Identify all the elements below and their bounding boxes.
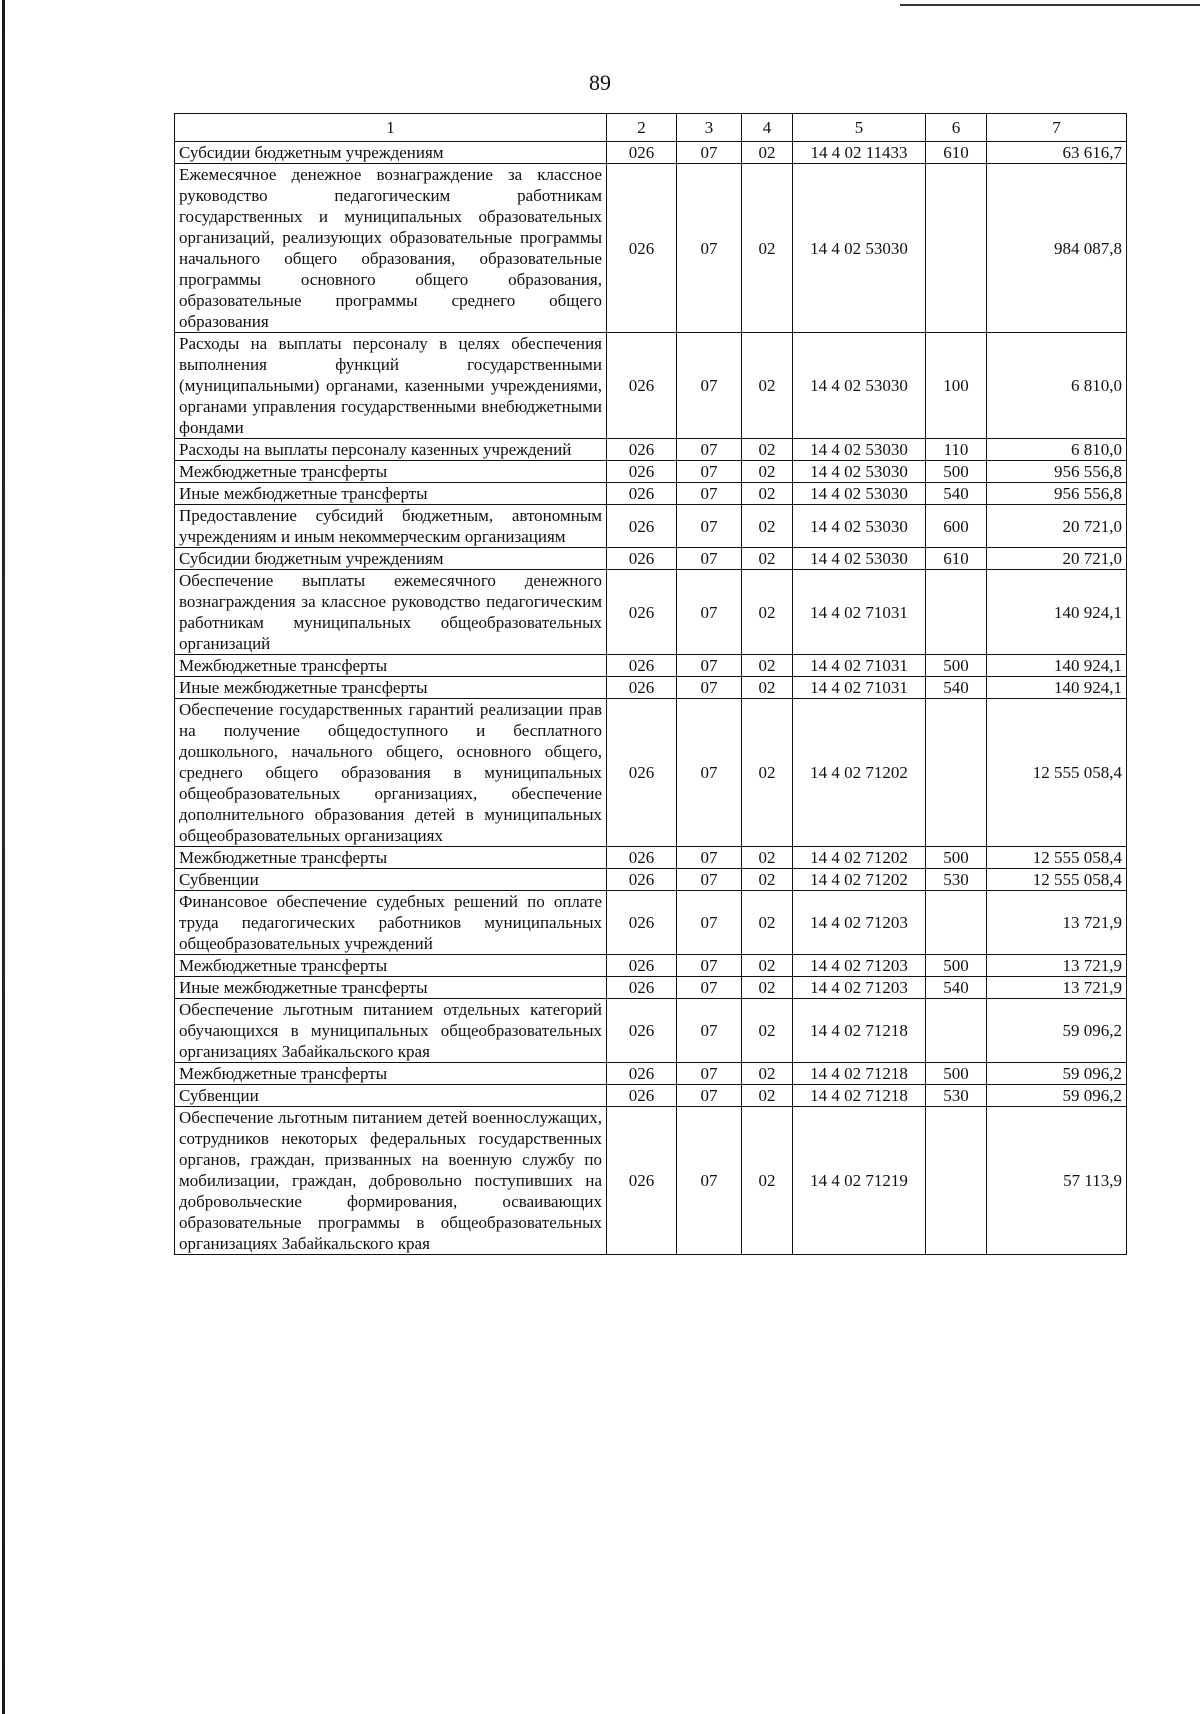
row-pr-cell: 02 bbox=[742, 505, 793, 548]
row-pr-cell: 02 bbox=[742, 1063, 793, 1085]
row-ved-cell: 026 bbox=[607, 999, 677, 1063]
row-sum-cell: 57 113,9 bbox=[987, 1107, 1127, 1255]
row-name-cell: Субвенции bbox=[175, 1085, 607, 1107]
row-sum-cell: 59 096,2 bbox=[987, 1063, 1127, 1085]
row-sum-cell: 20 721,0 bbox=[987, 505, 1127, 548]
row-rz-cell: 07 bbox=[677, 847, 742, 869]
header-col-1: 1 bbox=[175, 114, 607, 142]
table-row bbox=[175, 164, 1127, 333]
row-csr-cell: 14 4 02 71203 bbox=[793, 955, 926, 977]
row-pr-cell: 02 bbox=[742, 891, 793, 955]
row-name-cell: Межбюджетные трансферты bbox=[175, 461, 607, 483]
row-ved-cell: 026 bbox=[607, 439, 677, 461]
row-rz-cell: 07 bbox=[677, 548, 742, 570]
row-name-cell: Межбюджетные трансферты bbox=[175, 955, 607, 977]
row-rz-cell: 07 bbox=[677, 891, 742, 955]
row-csr-cell: 14 4 02 71203 bbox=[793, 891, 926, 955]
table-row bbox=[175, 977, 1127, 999]
header-col-3: 3 bbox=[677, 114, 742, 142]
row-ved-cell: 026 bbox=[607, 548, 677, 570]
row-rz-cell: 07 bbox=[677, 677, 742, 699]
row-vr-cell bbox=[926, 570, 987, 655]
header-row bbox=[175, 114, 1127, 142]
row-vr-cell bbox=[926, 891, 987, 955]
row-sum-cell: 6 810,0 bbox=[987, 333, 1127, 439]
row-ved-cell: 026 bbox=[607, 505, 677, 548]
row-csr-cell: 14 4 02 71031 bbox=[793, 655, 926, 677]
row-pr-cell: 02 bbox=[742, 869, 793, 891]
row-ved-cell: 026 bbox=[607, 677, 677, 699]
row-vr-cell: 110 bbox=[926, 439, 987, 461]
table-body bbox=[175, 142, 1127, 1255]
row-csr-cell: 14 4 02 53030 bbox=[793, 548, 926, 570]
row-name-cell: Обеспечение льготным питанием отдельных категорий обучающихся в муниципальных общеобразовательных организациях Забайкальского края bbox=[175, 999, 607, 1063]
row-pr-cell: 02 bbox=[742, 955, 793, 977]
header-col-7: 7 bbox=[987, 114, 1127, 142]
header-col-6: 6 bbox=[926, 114, 987, 142]
table-row bbox=[175, 570, 1127, 655]
row-vr-cell: 540 bbox=[926, 677, 987, 699]
table-row bbox=[175, 847, 1127, 869]
scan-edge-top bbox=[900, 4, 1200, 6]
row-rz-cell: 07 bbox=[677, 1107, 742, 1255]
row-name-cell: Финансовое обеспечение судебных решений по оплате труда педагогических работников муниципальных общеобразовательных учреждений bbox=[175, 891, 607, 955]
row-sum-cell: 13 721,9 bbox=[987, 977, 1127, 999]
row-ved-cell: 026 bbox=[607, 655, 677, 677]
row-vr-cell bbox=[926, 1107, 987, 1255]
row-sum-cell: 956 556,8 bbox=[987, 461, 1127, 483]
row-rz-cell: 07 bbox=[677, 955, 742, 977]
row-sum-cell: 13 721,9 bbox=[987, 955, 1127, 977]
row-sum-cell: 63 616,7 bbox=[987, 142, 1127, 164]
table-row bbox=[175, 483, 1127, 505]
table-row bbox=[175, 1107, 1127, 1255]
row-rz-cell: 07 bbox=[677, 461, 742, 483]
row-vr-cell: 500 bbox=[926, 847, 987, 869]
row-vr-cell: 540 bbox=[926, 977, 987, 999]
row-csr-cell: 14 4 02 71218 bbox=[793, 1063, 926, 1085]
row-pr-cell: 02 bbox=[742, 999, 793, 1063]
row-pr-cell: 02 bbox=[742, 483, 793, 505]
row-vr-cell: 500 bbox=[926, 655, 987, 677]
table-row bbox=[175, 955, 1127, 977]
row-vr-cell: 610 bbox=[926, 548, 987, 570]
row-ved-cell: 026 bbox=[607, 1107, 677, 1255]
row-pr-cell: 02 bbox=[742, 699, 793, 847]
row-name-cell: Расходы на выплаты персоналу казенных учреждений bbox=[175, 439, 607, 461]
row-vr-cell bbox=[926, 999, 987, 1063]
row-vr-cell: 610 bbox=[926, 142, 987, 164]
row-ved-cell: 026 bbox=[607, 847, 677, 869]
row-name-cell: Иные межбюджетные трансферты bbox=[175, 677, 607, 699]
row-ved-cell: 026 bbox=[607, 869, 677, 891]
row-ved-cell: 026 bbox=[607, 1085, 677, 1107]
row-pr-cell: 02 bbox=[742, 847, 793, 869]
row-ved-cell: 026 bbox=[607, 570, 677, 655]
budget-table bbox=[174, 113, 1127, 1255]
row-pr-cell: 02 bbox=[742, 1107, 793, 1255]
row-csr-cell: 14 4 02 71202 bbox=[793, 869, 926, 891]
row-vr-cell bbox=[926, 164, 987, 333]
row-csr-cell: 14 4 02 53030 bbox=[793, 483, 926, 505]
row-csr-cell: 14 4 02 71031 bbox=[793, 677, 926, 699]
row-name-cell: Межбюджетные трансферты bbox=[175, 847, 607, 869]
row-ved-cell: 026 bbox=[607, 333, 677, 439]
row-pr-cell: 02 bbox=[742, 677, 793, 699]
row-csr-cell: 14 4 02 71203 bbox=[793, 977, 926, 999]
table-row bbox=[175, 505, 1127, 548]
table-row bbox=[175, 1085, 1127, 1107]
row-rz-cell: 07 bbox=[677, 483, 742, 505]
row-pr-cell: 02 bbox=[742, 439, 793, 461]
row-rz-cell: 07 bbox=[677, 655, 742, 677]
row-ved-cell: 026 bbox=[607, 1063, 677, 1085]
row-csr-cell: 14 4 02 11433 bbox=[793, 142, 926, 164]
row-pr-cell: 02 bbox=[742, 461, 793, 483]
row-pr-cell: 02 bbox=[742, 977, 793, 999]
row-name-cell: Межбюджетные трансферты bbox=[175, 655, 607, 677]
header-col-5: 5 bbox=[793, 114, 926, 142]
row-csr-cell: 14 4 02 71218 bbox=[793, 999, 926, 1063]
row-rz-cell: 07 bbox=[677, 439, 742, 461]
row-name-cell: Предоставление субсидий бюджетным, автономным учреждениям и иным некоммерческим организациям bbox=[175, 505, 607, 548]
row-sum-cell: 140 924,1 bbox=[987, 655, 1127, 677]
row-pr-cell: 02 bbox=[742, 570, 793, 655]
row-pr-cell: 02 bbox=[742, 333, 793, 439]
table-row bbox=[175, 548, 1127, 570]
scan-edge-left bbox=[2, 0, 5, 1714]
table-row bbox=[175, 142, 1127, 164]
row-rz-cell: 07 bbox=[677, 699, 742, 847]
row-sum-cell: 140 924,1 bbox=[987, 677, 1127, 699]
row-ved-cell: 026 bbox=[607, 461, 677, 483]
table-row bbox=[175, 999, 1127, 1063]
row-name-cell: Обеспечение льготным питанием детей военнослужащих, сотрудников некоторых федеральных государственных органов, граждан, призванных на военную службу по мобилизации, граждан, добровольно поступивших на добровольческие формирования, осваивающих образовательные программы в общеобразовательных организациях Забайкальского края bbox=[175, 1107, 607, 1255]
table-row bbox=[175, 699, 1127, 847]
row-name-cell: Обеспечение государственных гарантий реализации прав на получение общедоступного и бесплатного дошкольного, начального общего, основного общего, среднего общего образования в муниципальных общеобразовательных организациях, обеспечение дополнительного образования детей в муниципальных общеобразовательных организациях bbox=[175, 699, 607, 847]
row-name-cell: Субсидии бюджетным учреждениям bbox=[175, 142, 607, 164]
row-ved-cell: 026 bbox=[607, 977, 677, 999]
row-vr-cell: 500 bbox=[926, 461, 987, 483]
row-vr-cell: 600 bbox=[926, 505, 987, 548]
row-ved-cell: 026 bbox=[607, 142, 677, 164]
row-rz-cell: 07 bbox=[677, 164, 742, 333]
row-vr-cell bbox=[926, 699, 987, 847]
row-sum-cell: 6 810,0 bbox=[987, 439, 1127, 461]
row-rz-cell: 07 bbox=[677, 869, 742, 891]
row-sum-cell: 12 555 058,4 bbox=[987, 847, 1127, 869]
header-col-2: 2 bbox=[607, 114, 677, 142]
row-csr-cell: 14 4 02 53030 bbox=[793, 439, 926, 461]
table-row bbox=[175, 869, 1127, 891]
row-vr-cell: 500 bbox=[926, 1063, 987, 1085]
row-csr-cell: 14 4 02 71031 bbox=[793, 570, 926, 655]
row-sum-cell: 12 555 058,4 bbox=[987, 869, 1127, 891]
row-rz-cell: 07 bbox=[677, 999, 742, 1063]
table-row bbox=[175, 677, 1127, 699]
row-name-cell: Иные межбюджетные трансферты bbox=[175, 977, 607, 999]
row-sum-cell: 140 924,1 bbox=[987, 570, 1127, 655]
row-csr-cell: 14 4 02 53030 bbox=[793, 505, 926, 548]
row-pr-cell: 02 bbox=[742, 1085, 793, 1107]
row-pr-cell: 02 bbox=[742, 164, 793, 333]
row-sum-cell: 59 096,2 bbox=[987, 1085, 1127, 1107]
row-sum-cell: 20 721,0 bbox=[987, 548, 1127, 570]
row-csr-cell: 14 4 02 71202 bbox=[793, 699, 926, 847]
row-name-cell: Субсидии бюджетным учреждениям bbox=[175, 548, 607, 570]
row-rz-cell: 07 bbox=[677, 1063, 742, 1085]
row-ved-cell: 026 bbox=[607, 699, 677, 847]
row-csr-cell: 14 4 02 53030 bbox=[793, 164, 926, 333]
row-vr-cell: 100 bbox=[926, 333, 987, 439]
row-name-cell: Расходы на выплаты персоналу в целях обеспечения выполнения функций государственными (муниципальными) органами, казенными учреждениями, органами управления государственными внебюджетными фондами bbox=[175, 333, 607, 439]
row-csr-cell: 14 4 02 53030 bbox=[793, 461, 926, 483]
row-name-cell: Субвенции bbox=[175, 869, 607, 891]
table-row bbox=[175, 891, 1127, 955]
table-row bbox=[175, 333, 1127, 439]
row-sum-cell: 59 096,2 bbox=[987, 999, 1127, 1063]
row-name-cell: Иные межбюджетные трансферты bbox=[175, 483, 607, 505]
header-col-4: 4 bbox=[742, 114, 793, 142]
row-name-cell: Обеспечение выплаты ежемесячного денежного вознаграждения за классное руководство педагогическим работникам муниципальных общеобразовательных организаций bbox=[175, 570, 607, 655]
row-rz-cell: 07 bbox=[677, 977, 742, 999]
row-pr-cell: 02 bbox=[742, 548, 793, 570]
row-sum-cell: 12 555 058,4 bbox=[987, 699, 1127, 847]
row-ved-cell: 026 bbox=[607, 891, 677, 955]
row-ved-cell: 026 bbox=[607, 483, 677, 505]
row-csr-cell: 14 4 02 71202 bbox=[793, 847, 926, 869]
row-sum-cell: 13 721,9 bbox=[987, 891, 1127, 955]
row-ved-cell: 026 bbox=[607, 164, 677, 333]
row-csr-cell: 14 4 02 71219 bbox=[793, 1107, 926, 1255]
row-vr-cell: 500 bbox=[926, 955, 987, 977]
row-rz-cell: 07 bbox=[677, 570, 742, 655]
row-rz-cell: 07 bbox=[677, 505, 742, 548]
page-number: 89 bbox=[589, 70, 611, 95]
row-csr-cell: 14 4 02 71218 bbox=[793, 1085, 926, 1107]
row-csr-cell: 14 4 02 53030 bbox=[793, 333, 926, 439]
row-rz-cell: 07 bbox=[677, 142, 742, 164]
row-rz-cell: 07 bbox=[677, 1085, 742, 1107]
table-row bbox=[175, 461, 1127, 483]
row-vr-cell: 530 bbox=[926, 869, 987, 891]
row-vr-cell: 530 bbox=[926, 1085, 987, 1107]
row-pr-cell: 02 bbox=[742, 655, 793, 677]
row-name-cell: Ежемесячное денежное вознаграждение за классное руководство педагогическим работникам государственных и муниципальных образовательных организаций, реализующих образовательные программы начального общего образования, образовательные программы основного общего образования, образовательные программы среднего общего образования bbox=[175, 164, 607, 333]
row-vr-cell: 540 bbox=[926, 483, 987, 505]
row-sum-cell: 984 087,8 bbox=[987, 164, 1127, 333]
row-rz-cell: 07 bbox=[677, 333, 742, 439]
table-row bbox=[175, 655, 1127, 677]
table-row bbox=[175, 439, 1127, 461]
row-ved-cell: 026 bbox=[607, 955, 677, 977]
row-pr-cell: 02 bbox=[742, 142, 793, 164]
row-sum-cell: 956 556,8 bbox=[987, 483, 1127, 505]
table-row bbox=[175, 1063, 1127, 1085]
row-name-cell: Межбюджетные трансферты bbox=[175, 1063, 607, 1085]
